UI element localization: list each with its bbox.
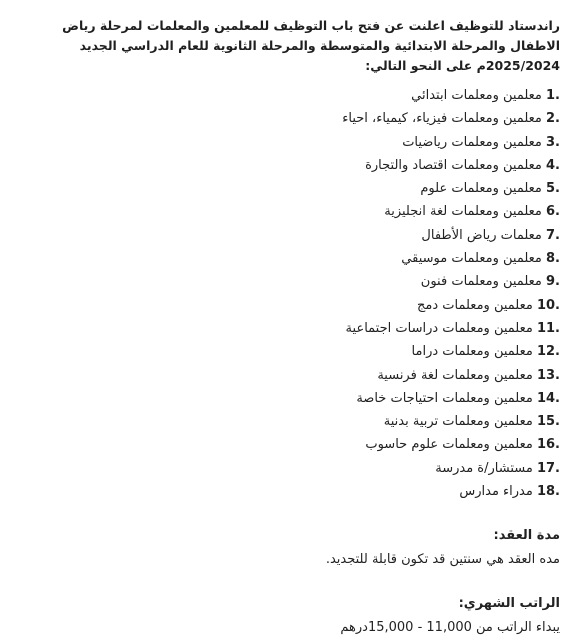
role-label: معلمين ومعلمات احتياجات خاصة [356,390,533,406]
role-item [18,480,560,503]
role-item [18,387,560,410]
role-label: مستشار/ة مدرسة [435,460,533,476]
role-label: معلمين ومعلمات موسيقي [401,251,542,267]
role-item [18,154,560,177]
role-number: 15. [536,414,560,430]
role-label: معلمين ومعلمات لغة فرنسية [377,367,533,383]
role-label: معلمين ومعلمات علوم حاسوب [365,437,533,453]
role-label: معلمين ومعلمات علوم [420,181,542,197]
role-number: 13. [536,367,560,383]
role-number: 6. [546,204,560,220]
roles-list [18,84,560,503]
role-item [18,84,560,107]
role-number: 17. [536,460,560,476]
role-number: 4. [546,157,560,173]
role-number: 1. [546,88,560,103]
role-label: معلمين ومعلمات دراسات اجتماعية [345,320,533,336]
role-item [18,317,560,340]
contract-text: مده العقد هي سنتين قد تكون قابلة للتجديد. [325,552,560,568]
contract-section [18,525,560,571]
role-item [18,410,560,433]
role-number: 5. [546,181,560,197]
role-label: معلمين ومعلمات دمج [417,297,533,313]
role-item [18,433,560,456]
contract-title: مدة العقد: [493,528,560,544]
role-item [18,340,560,363]
role-item [18,131,560,154]
role-label: معلمين ومعلمات تربية بدنية [383,414,533,430]
role-number: 8. [546,251,560,267]
role-item [18,224,560,247]
role-item [18,294,560,317]
role-number: 18. [536,484,560,500]
role-number: 9. [546,274,560,290]
role-number: 12. [536,344,560,360]
role-label: معلمين ومعلمات رياضيات [402,134,542,150]
role-number: 2. [546,111,560,127]
role-label: معلمات رياض الأطفال [421,227,542,243]
role-item [18,177,560,200]
role-label: معلمين ومعلمات دراما [411,344,533,360]
role-number: 11. [536,320,560,336]
role-label: مدراء مدارس [459,484,533,500]
role-item [18,364,560,387]
role-item [18,107,560,130]
role-number: 10. [536,297,560,313]
role-number: 3. [546,134,560,150]
role-number: 14. [536,390,560,406]
role-label: معلمين ومعلمات لغة انجليزية [384,204,542,220]
salary-text: يبداء الراتب من 11,000 - 15,000درهم [340,620,560,636]
role-label: معلمين ومعلمات اقتصاد والتجارة [365,157,542,173]
role-item [18,247,560,270]
role-item [18,200,560,223]
intro-paragraph: راندستاد للتوظيف اعلنت عن فتح باب التوظيف للمعلمين والمعلمات لمرحلة رياض الاطفال والمرحلة الابتدائية والمتوسطة والمرحلة الثانوية للعام الدراسي الجديد 2025/2024م على النحو التالي: [62,18,560,73]
role-label: معلمين ومعلمات فنون [420,274,542,290]
role-label: معلمين ومعلمات فيزياء، كيمياء، احياء [342,111,542,127]
role-label: معلمين ومعلمات ابتدائي [411,88,542,103]
role-item [18,457,560,480]
role-item [18,270,560,293]
role-number: 16. [536,437,560,453]
salary-section [18,593,560,639]
salary-title: الراتب الشهري: [458,596,560,612]
role-number: 7. [546,227,560,243]
